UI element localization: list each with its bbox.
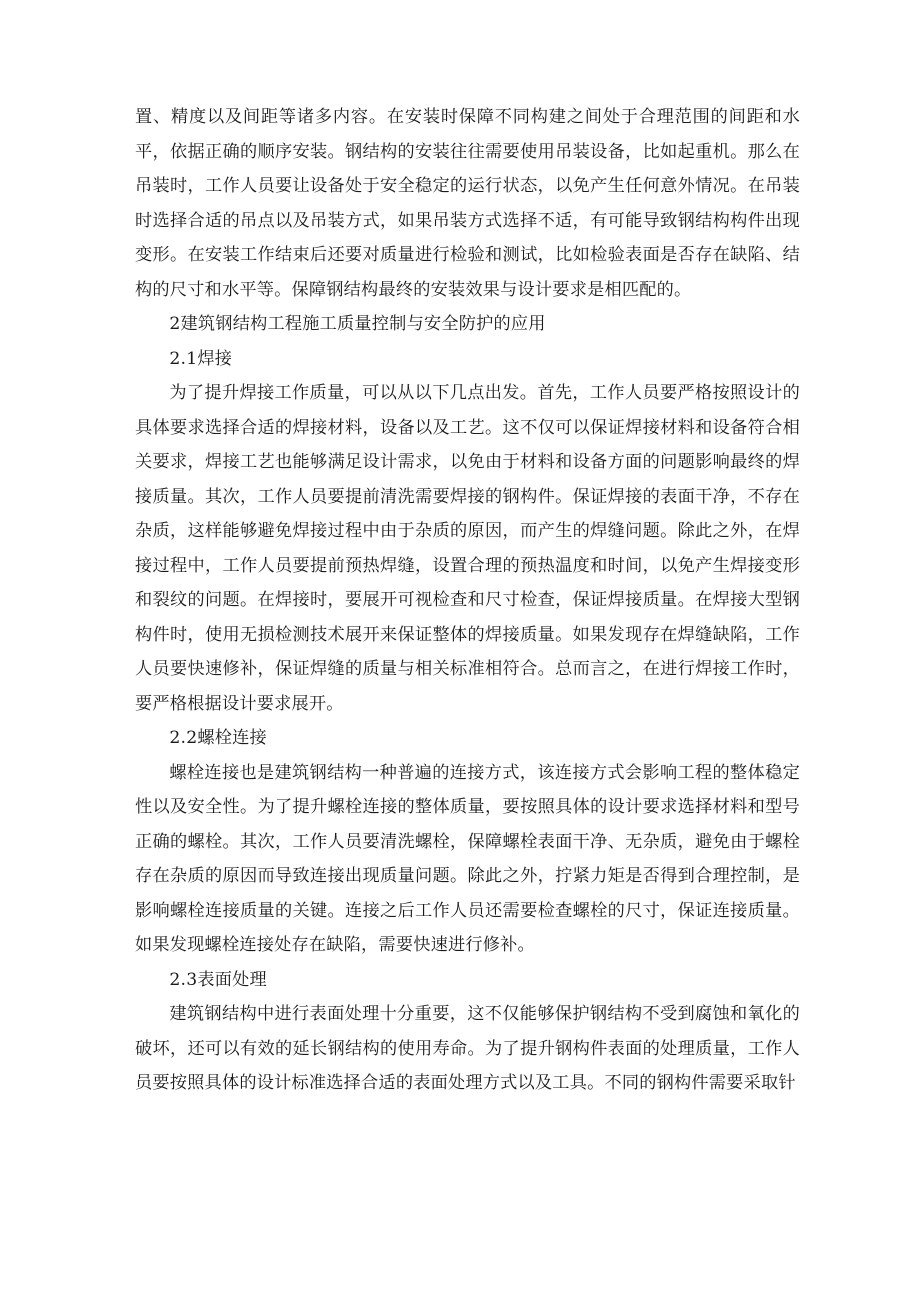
paragraph-welding: 为了提升焊接工作质量，可以从以下几点出发。首先，工作人员要严格按照设计的具体要求选择合适的焊接材料，设备以及工艺。这不仅可以保证焊接材料和设备符合相关要求，焊接工艺也能够满足设计需求，以免由于材料和设备方面的问题影响最终的焊接质量。其次，工作人员要提前清洗需要焊接的钢构件。保证焊接的表面干净，不存在杂质，这样能够避免焊接过程中由于杂质的原因，而产生的焊缝问题。除此之外，在焊接过程中，工作人员要提前预热焊缝，设置合理的预热温度和时间，以免产生焊接变形和裂纹的问题。在焊接时，要展开可视检查和尺寸检查，保证焊接质量。在焊接大型钢构件时，使用无损检测技术展开来保证整体的焊接质量。如果发现存在焊缝缺陷，工作人员要快速修补，保证焊缝的质量与相关标准相符合。总而言之，在进行焊接工作时，要严格根据设计要求展开。 [135,383,800,714]
document-page [135,100,800,1101]
paragraph-bolt-connection: 螺栓连接也是建筑钢结构一种普遍的连接方式，该连接方式会影响工程的整体稳定性以及安全性。为了提升螺栓连接的整体质量，要按照具体的设计要求选择材料和型号正确的螺栓。其次，工作人员要清洗螺栓，保障螺栓表面干净、无杂质，避免由于螺栓存在杂质的原因而导致连接出现质量问题。除此之外，拧紧力矩是否得到合理控制，是影响螺栓连接质量的关键。连接之后工作人员还需要检查螺栓的尺寸，保证连接质量。如果发现螺栓连接处存在缺陷，需要快速进行修补。 [135,762,800,955]
section-heading-2: 2建筑钢结构工程施工质量控制与安全防护的应用 [169,314,546,334]
paragraph-surface-treatment: 建筑钢结构中进行表面处理十分重要，这不仅能够保护钢结构不受到腐蚀和氧化的破坏，还可以有效的延长钢结构的使用寿命。为了提升钢构件表面的处理质量，工作人员要按照具体的设计标准选择合适的表面处理方式以及工具。不同的钢构件需要采取针 [135,1004,800,1093]
subsection-heading-bolt-connection: 2.2螺栓连接 [169,728,267,748]
subsection-heading-surface-treatment: 2.3表面处理 [169,969,267,990]
subsection-heading-welding: 2.1焊接 [169,348,233,369]
paragraph-installation-continued: 置、精度以及间距等诸多内容。在安装时保障不同构建之间处于合理范围的间距和水平，依据正确的顺序安装。钢结构的安装往往需要使用吊装设备，比如起重机。那么在吊装时，工作人员要让设备处于安全稳定的运行状态，以免产生任何意外情况。在吊装时选择合适的吊点以及吊装方式，如果吊装方式选择不适，有可能导致钢结构构件出现变形。在安装工作结束后还要对质量进行检验和测试，比如检验表面是否存在缺陷、结构的尺寸和水平等。保障钢结构最终的安装效果与设计要求是相匹配的。 [135,107,800,300]
